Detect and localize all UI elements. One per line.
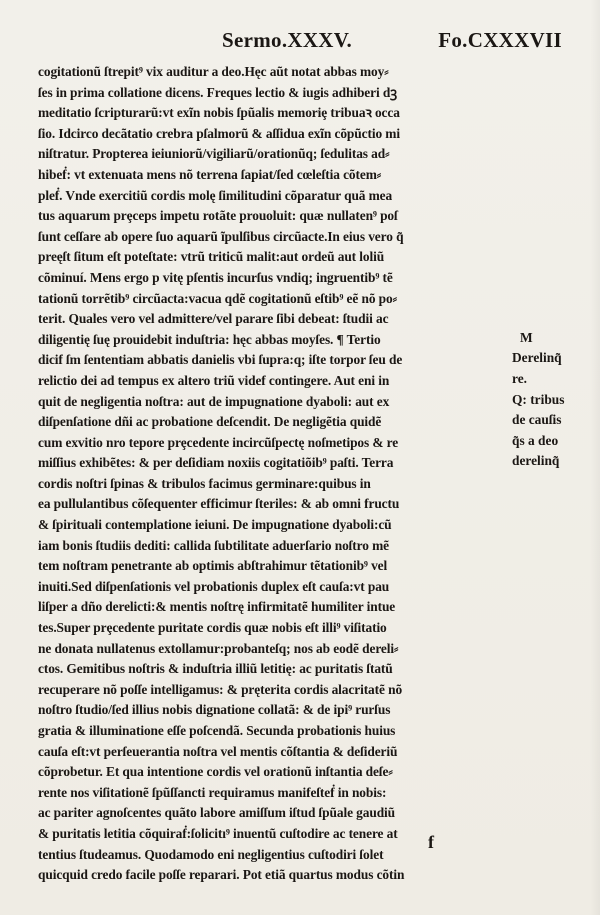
text-line: liſper a dño derelicti:& mentis noſtrę infirmitatẽ humiliter intue <box>38 599 396 615</box>
text-line: cõminuí. Mens ergo p vitę pſentis incurſus vndiq; ingruentib⁹ tẽ <box>38 269 393 285</box>
text-line: inuiti.Sed diſpenſationis vel probationis duplex eſt cauſa:vt pau <box>38 578 390 594</box>
marginal-note: re. <box>512 371 527 386</box>
marginal-note: de cauſis <box>512 412 562 428</box>
text-line: quit de negligentia noſtra: aut de impugnatione dyaboli: aut ex <box>38 393 390 409</box>
text-line: terit. Quales vero vel admittere/vel parare ſibi debeat: ſtudii ac <box>38 311 389 327</box>
folio-number: Fo.CXXXVII <box>438 28 562 52</box>
marginal-note: q̃s a deo <box>512 432 559 448</box>
sermon-number: Sermo.XXXV. <box>222 28 353 52</box>
text-line: cogitationũ ſtrepit⁹ vix auditur a deo.Hęc aũt notat abbas moy⸗ <box>38 64 389 79</box>
text-line: diſpenſatione dñi ac probatione deſcendit. De negligẽtia quidẽ <box>38 414 382 430</box>
text-line: ac pariter agnoſcentes quãto labore amiſſum iſtud ſpũale gaudiũ <box>38 805 396 821</box>
text-line: meditatio ſcripturarũ:vt exĩn nobis ſpũalis memoriȩ tribuaꝛ occa <box>38 105 400 121</box>
page-edge-shadow <box>590 0 600 915</box>
text-line: quicquid credo facile poſſe reparari. Pot etiã quartus modus cõtin <box>38 867 405 883</box>
text-line: iam bonis ſtudiis dediti: callida ſubtilitate aduerſario noſtro mẽ <box>38 537 389 553</box>
text-line: tentius ſtudeamus. Quodamodo eni negligentius cuſtodiri ſolet <box>38 846 384 862</box>
text-line: ne donata nullatenus extollamur:probanteſq; nos ab eodẽ dereli⸗ <box>38 640 399 656</box>
text-line: cõprobetur. Et qua intentione cordis vel orationũ inſtantia deſe⸗ <box>38 764 393 780</box>
text-line: rente nos viſitationẽ ſpũſſancti requiramus manifeſteḟ in nobis: <box>38 784 387 800</box>
text-line: niſtratur. Propterea ieiuniorũ/vigiliarũ/orationũq; ſedulitas ad⸗ <box>38 146 390 162</box>
text-line: preęſt ſitum eſt poteſtate: vtrũ triticũ malit:aut ordeũ aut loliũ <box>38 249 385 265</box>
text-line: cum exvitio nro tepore prȩcedente incircũſpectę noſmetipos & re <box>38 434 399 450</box>
text-line: relictio dei ad tempus ex altero triũ videf contingere. Aut eni in <box>38 372 390 388</box>
text-line: tationũ torrẽtib⁹ circũacta:vacua qdẽ cogitationũ eſtib⁹ eẽ nõ po⸗ <box>38 290 397 306</box>
text-line: ſes in prima collatione dicens. Freques lectio & iugis adhiberi dꝫ <box>38 84 397 100</box>
text-line: tus aquarum prȩceps impetu rotãte prouoluit: quæ nullaten⁹ poſ <box>38 208 398 224</box>
text-line: cauſa eſt:vt perſeuerantia noſtra vel mentis cõſtantia & deſideriũ <box>38 743 398 759</box>
text-block <box>38 62 510 886</box>
marginal-note: Q: tribus <box>512 391 565 407</box>
text-line: ctos. Gemitibus noſtris & induſtria illiũ letitię: ac puritatis ſtatũ <box>38 661 393 677</box>
text-line: pleḟ. Vnde exercitiũ cordis molę ſimilitudini cõparatur quã mea <box>38 187 393 203</box>
text-line: ea pullulantibus cõſequenter efficimur ſteriles: & ab omni fructu <box>38 496 400 512</box>
text-line: hibeḟ: vt extenuata mens nõ terrena ſapiat/ſed cœleſtia cõtem⸗ <box>38 166 382 182</box>
text-line: dicif ſm ſententiam abbatis danielis vbi ſupra:q; iſte torpor ſeu de <box>38 352 403 368</box>
text-line: ſunt ceſſare ab opere ſuo aquarũ ĩpulſibus circũacte.In eius vero q̃ <box>38 228 404 244</box>
marginal-note: M <box>520 329 533 345</box>
marginal-note: derelinq̃ <box>512 453 560 469</box>
text-line: & puritatis letitia cõquiraḟ:ſolicitı⁹ inuentũ cuſtodire ac tenere at <box>38 825 398 841</box>
text-line: noſtro ſtudio/ſed illius nobis dignatione collatã: & de ipi⁹ rurſus <box>38 702 391 718</box>
text-line: & ſpirituali contemplatione ieiuni. De impugnatione dyaboli:cũ <box>38 517 392 533</box>
text-line: tes.Super prȩcedente puritate cordis quæ nobis eſt illi⁹ viſitatio <box>38 620 387 636</box>
text-line: miſſius exhibẽtes: & per deſidiam noxiis cogitatiõib⁹ paſti. Terra <box>38 455 394 471</box>
text-line: ſio. Idcirco decãtatio crebra pſalmorũ & aſſidua exĩn cõpũctio mi <box>38 125 400 141</box>
signature-mark: f <box>428 832 434 852</box>
text-line: recuperare nõ poſſe intelligamus: & pręterita cordis alacritatẽ nõ <box>38 681 403 697</box>
running-header <box>222 28 562 53</box>
text-line: cordis noſtri ſpinas & tribulos facimus germinare:quibus in <box>38 475 371 491</box>
text-line: gratia & illuminatione eſſe poſcendã. Secunda probationis huius <box>38 723 396 738</box>
text-line: tem noſtram penetrante ab optimis abſtrahimur tẽtationib⁹ vel <box>38 558 388 574</box>
marginal-note: Derelinq̃ <box>512 350 562 366</box>
text-line: diligentię ſuę prouidebit induſtria: hęc abbas moyſes. ¶ Tertio <box>38 331 381 347</box>
